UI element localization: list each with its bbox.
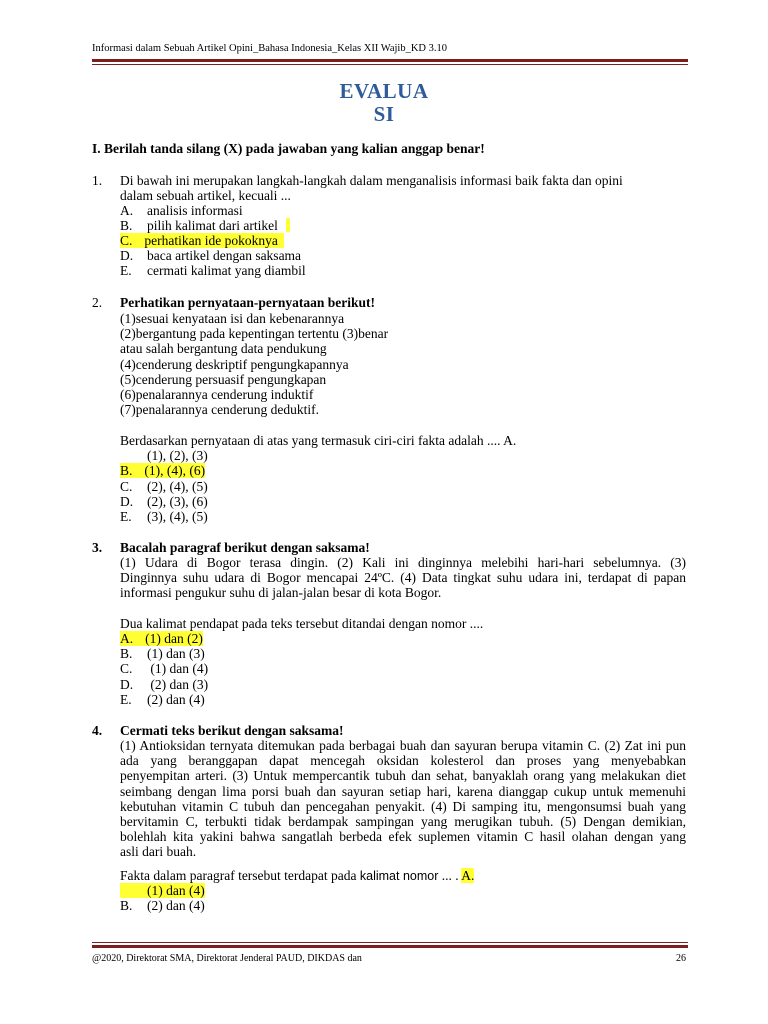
option-text: (3), (4), (5): [147, 509, 208, 524]
option-letter: C.: [120, 233, 133, 248]
option-letter: E.: [120, 263, 132, 278]
option-letter: A.: [120, 631, 134, 646]
q2-option-d[interactable]: [120, 494, 208, 509]
option-text: (2) dan (4): [147, 898, 205, 913]
q3-paragraph-line-3: informasi pengukur suhu di jalan-jalan besar di kota Bogor.: [120, 585, 442, 600]
answer-highlight: [120, 631, 203, 646]
option-letter: B.: [120, 898, 133, 913]
q4-option-a[interactable]: [120, 883, 205, 898]
option-text: analisis informasi: [147, 203, 243, 218]
section-instruction: I. Berilah tanda silang (X) pada jawaban yang kalian anggap benar!: [92, 141, 485, 156]
option-letter: E.: [120, 509, 132, 524]
q4-paragraph-line: asli dari buah.: [120, 844, 197, 859]
q4-paragraph-line: ada yang beranggapan dapat mencegah oksidan kolesterol dan proses yang menyebabkan: [120, 753, 686, 768]
q1-option-e[interactable]: [120, 263, 306, 278]
option-letter: E.: [120, 692, 132, 707]
q2-statement: (2)bergantung pada kepentingan tertentu (3)benar: [120, 326, 389, 341]
q4-paragraph-line: penyempitan arteri. (3) Untuk mempercantik tubuh dan sehat, banyaklah orang yang melakukan diet: [120, 768, 686, 783]
q2-statement: atau salah bergantung data pendukung: [120, 341, 327, 356]
option-letter: B.: [120, 646, 133, 661]
q3-question: Dua kalimat pendapat pada teks tersebut ditandai dengan nomor ....: [120, 616, 484, 631]
answer-highlight: A.: [461, 868, 475, 883]
q4-number: 4.: [92, 723, 103, 738]
q2-statement: (6)penalarannya cenderung induktif: [120, 387, 314, 402]
q1-text-line-2: dalam sebuah artikel, kecuali ...: [120, 188, 291, 203]
q2-question: Berdasarkan pernyataan di atas yang termasuk ciri-ciri fakta adalah .... A.: [120, 433, 517, 448]
q1-text-line-1: Di bawah ini merupakan langkah-langkah dalam menganalisis informasi baik fakta dan opini: [120, 173, 623, 188]
option-letter: B.: [120, 218, 133, 233]
q4-paragraph-line: bervitamin C, terbukti tidak berdampak sampingan yang merugikan tubuh. (5) Dengan demikian,: [120, 814, 686, 829]
q2-statement: (1)sesuai kenyataan isi dan kebenarannya: [120, 311, 345, 326]
option-text: (2), (3), (6): [147, 494, 208, 509]
option-text: pilih kalimat dari artikel: [147, 218, 278, 233]
q3-option-a[interactable]: [120, 631, 203, 646]
q2-heading: Perhatikan pernyataan-pernyataan berikut!: [120, 295, 376, 310]
q3-option-d[interactable]: [120, 677, 209, 692]
q3-option-b[interactable]: [120, 646, 205, 661]
question-text: ... .: [438, 868, 462, 883]
question-text: Fakta dalam paragraf tersebut terdapat pada: [120, 868, 360, 883]
answer-highlight: [120, 883, 205, 898]
q4-option-b[interactable]: [120, 898, 205, 913]
q4-paragraph-line: bolehlah kita yakini bahwa sangatlah berbeda efek suplemen vitamin C hasil olahan dengan yang: [120, 829, 686, 844]
footer-copyright: @2020, Direktorat SMA, Direktorat Jenderal PAUD, DIKDAS dan: [92, 953, 362, 964]
option-text: (2) dan (4): [147, 692, 205, 707]
q1-option-b[interactable]: [120, 218, 278, 233]
option-text: cermati kalimat yang diambil: [147, 263, 306, 278]
q2-statement: (5)cenderung persuasif pengungkapan: [120, 372, 327, 387]
option-letter: B.: [120, 463, 133, 478]
q1-option-d[interactable]: [120, 248, 302, 263]
q4-paragraph-line: seimbang dengan lima porsi buah dan sayuran setiap hari, karena dianggap cukup untuk memenuhi: [120, 784, 686, 799]
q3-option-c[interactable]: [120, 661, 209, 676]
header-rule-thin: [92, 64, 688, 65]
q3-heading: Bacalah paragraf berikut dengan saksama!: [120, 540, 370, 555]
option-text: baca artikel dengan saksama: [147, 248, 302, 263]
option-text: (2), (4), (5): [147, 479, 208, 494]
q4-paragraph-line: kebutuhan vitamin C tubuh dan pencegahan penyakit. (4) Di samping itu, mengonsumsi buah yang: [120, 799, 686, 814]
document-header: Informasi dalam Sebuah Artikel Opini_Bahasa Indonesia_Kelas XII Wajib_KD 3.10: [92, 43, 448, 54]
option-letter: C.: [120, 479, 133, 494]
option-letter: D.: [120, 494, 134, 509]
q2-option-a[interactable]: (1), (2), (3): [147, 448, 208, 463]
q1-number: 1.: [92, 173, 103, 188]
title-line-1: EVALUA: [339, 79, 429, 103]
q4-question: [120, 868, 474, 884]
question-text: kalimat nomor: [359, 869, 439, 883]
q3-paragraph-line-1: (1) Udara di Bogor terasa dingin. (2) Kali ini dinginnya melebihi hari-hari sebelumnya. (3): [120, 555, 686, 570]
q2-statement: (7)penalarannya cenderung deduktif.: [120, 402, 320, 417]
page-number: 26: [676, 953, 686, 964]
q3-paragraph-line-2: Dinginnya suhu udara di Bogor mencapai 24ºC. (4) Data tingkat suhu udara ini, terdapat di papan: [120, 570, 686, 585]
option-text: (1) dan (3): [147, 646, 205, 661]
q2-option-e[interactable]: [120, 509, 208, 524]
page-title: [0, 80, 768, 126]
q2-statement: (4)cenderung deskriptif pengungkapannya: [120, 357, 349, 372]
answer-highlight: [120, 463, 205, 478]
footer-rule-thin: [92, 942, 688, 943]
q4-paragraph-line: (1) Antioksidan ternyata ditemukan pada berbagai buah dan sayuran berupa vitamin C. (2) Zat ini pun: [120, 738, 686, 753]
header-rule-thick: [92, 59, 688, 62]
option-letter: D.: [120, 677, 134, 692]
title-line-2: SI: [373, 102, 395, 126]
q2-number: 2.: [92, 295, 103, 310]
q3-number: 3.: [92, 540, 103, 555]
option-letter: D.: [120, 248, 134, 263]
option-text: (2) dan (3): [147, 677, 209, 692]
q1-option-a[interactable]: [120, 203, 243, 218]
option-text: (1) dan (4): [147, 883, 205, 898]
q2-option-c[interactable]: [120, 479, 208, 494]
q4-heading: Cermati teks berikut dengan saksama!: [120, 723, 344, 738]
answer-highlight: [120, 233, 284, 248]
option-text: (1) dan (2): [145, 631, 203, 646]
q1-option-c[interactable]: [120, 233, 284, 248]
option-text: (1) dan (4): [147, 661, 209, 676]
footer-rule-thick: [92, 945, 688, 948]
highlight-mark: [286, 218, 290, 232]
q2-option-b[interactable]: [120, 463, 205, 478]
option-text: perhatikan ide pokoknya: [144, 233, 278, 248]
option-letter: A.: [120, 203, 134, 218]
option-letter: C.: [120, 661, 133, 676]
q3-option-e[interactable]: [120, 692, 205, 707]
option-text: (1), (4), (6): [144, 463, 206, 478]
